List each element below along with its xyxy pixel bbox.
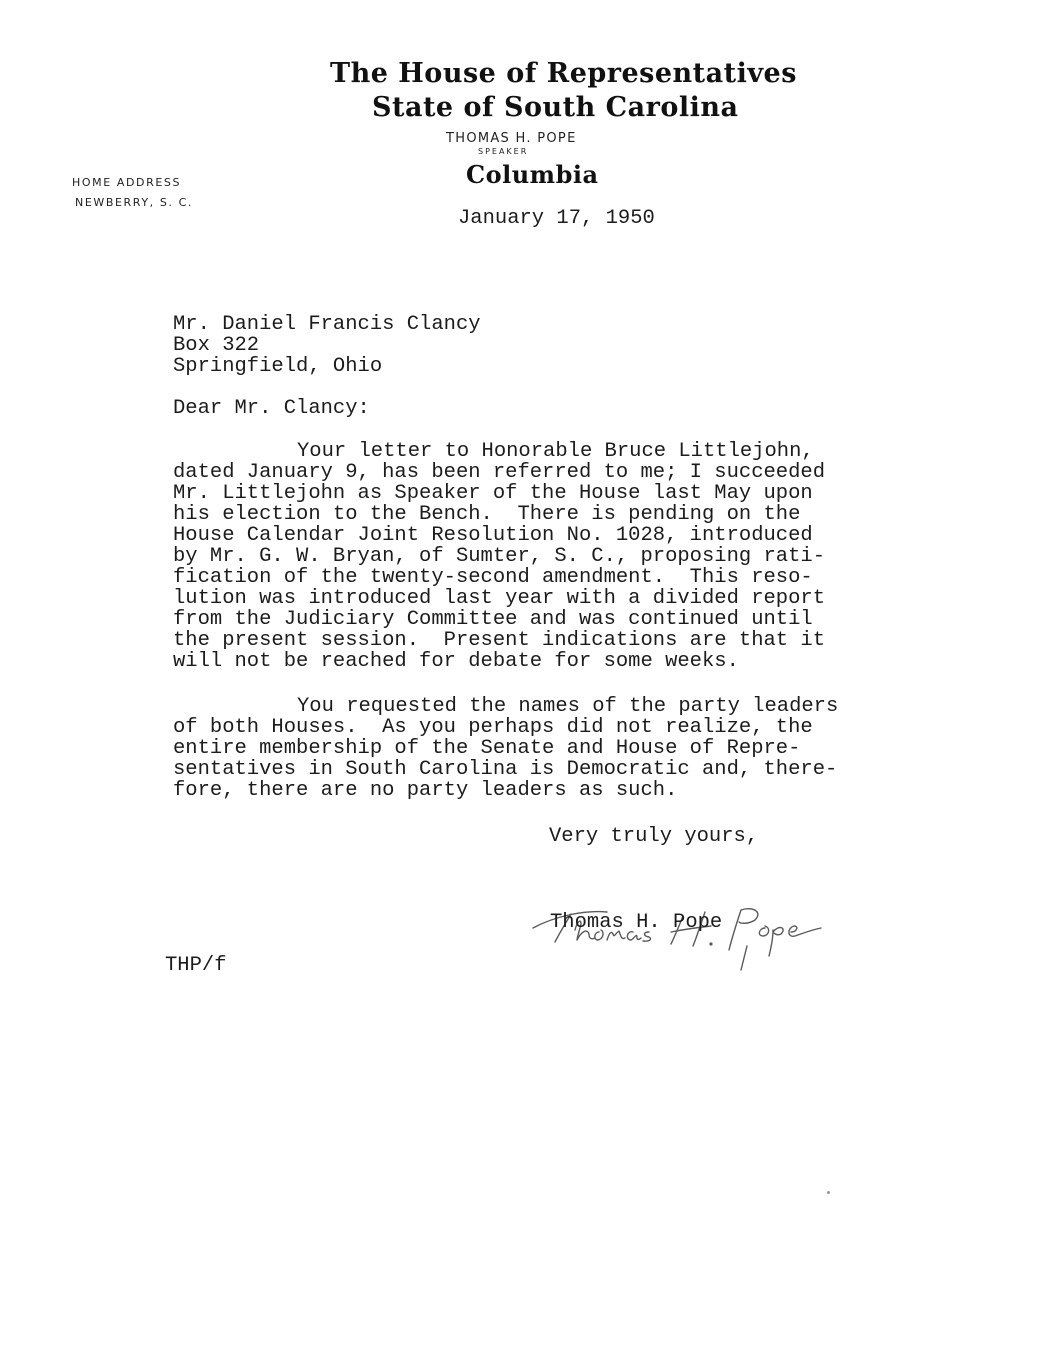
letter-date: January 17, 1950 [458, 207, 655, 230]
paragraph-line: You requested the names of the party leaders [297, 695, 839, 718]
paragraph-line: Your letter to Honorable Bruce Littlejohn, [297, 440, 814, 463]
paragraph-line: dated January 9, has been referred to me; I succeeded [173, 461, 826, 484]
paper-speck [827, 1191, 830, 1194]
home-address-label: HOME ADDRESS [72, 176, 182, 189]
paragraph-line: fore, there are no party leaders as such. [173, 779, 678, 802]
paragraph-line: Mr. Littlejohn as Speaker of the House last May upon [173, 482, 813, 505]
salutation: Dear Mr. Clancy: [173, 397, 370, 420]
letterhead-city: Columbia [466, 160, 599, 189]
paragraph-line: sentatives in South Carolina is Democratic and, there- [173, 758, 838, 781]
paragraph-line: lution was introduced last year with a divided report [173, 587, 826, 610]
closing: Very truly yours, [549, 825, 759, 848]
letterhead-title: The House of Representatives [330, 58, 797, 89]
typist-initials: THP/f [165, 954, 227, 977]
paragraph-line: his election to the Bench. There is pending on the [173, 503, 801, 526]
letterhead-state: State of South Carolina [372, 92, 739, 123]
home-address: NEWBERRY, S. C. [75, 196, 193, 209]
paragraph-line: entire membership of the Senate and House of Repre- [173, 737, 801, 760]
paragraph-line: the present session. Present indications are that it [173, 629, 826, 652]
paragraph-line: fication of the twenty-second amendment. This reso- [173, 566, 813, 589]
signer-name: Thomas H. Pope [550, 911, 723, 934]
recipient-city: Springfield, Ohio [173, 355, 383, 378]
speaker-name: THOMAS H. POPE [446, 131, 577, 146]
paragraph-line: House Calendar Joint Resolution No. 1028, introduced [173, 524, 813, 547]
speaker-title: SPEAKER [478, 147, 529, 156]
paragraph-line: by Mr. G. W. Bryan, of Sumter, S. C., proposing rati- [173, 545, 826, 568]
recipient-box: Box 322 [173, 334, 260, 357]
paragraph-line: will not be reached for debate for some weeks. [173, 650, 739, 673]
paragraph-line: of both Houses. As you perhaps did not realize, the [173, 716, 813, 739]
recipient-name: Mr. Daniel Francis Clancy [173, 313, 481, 336]
paragraph-line: from the Judiciary Committee and was continued until [173, 608, 813, 631]
